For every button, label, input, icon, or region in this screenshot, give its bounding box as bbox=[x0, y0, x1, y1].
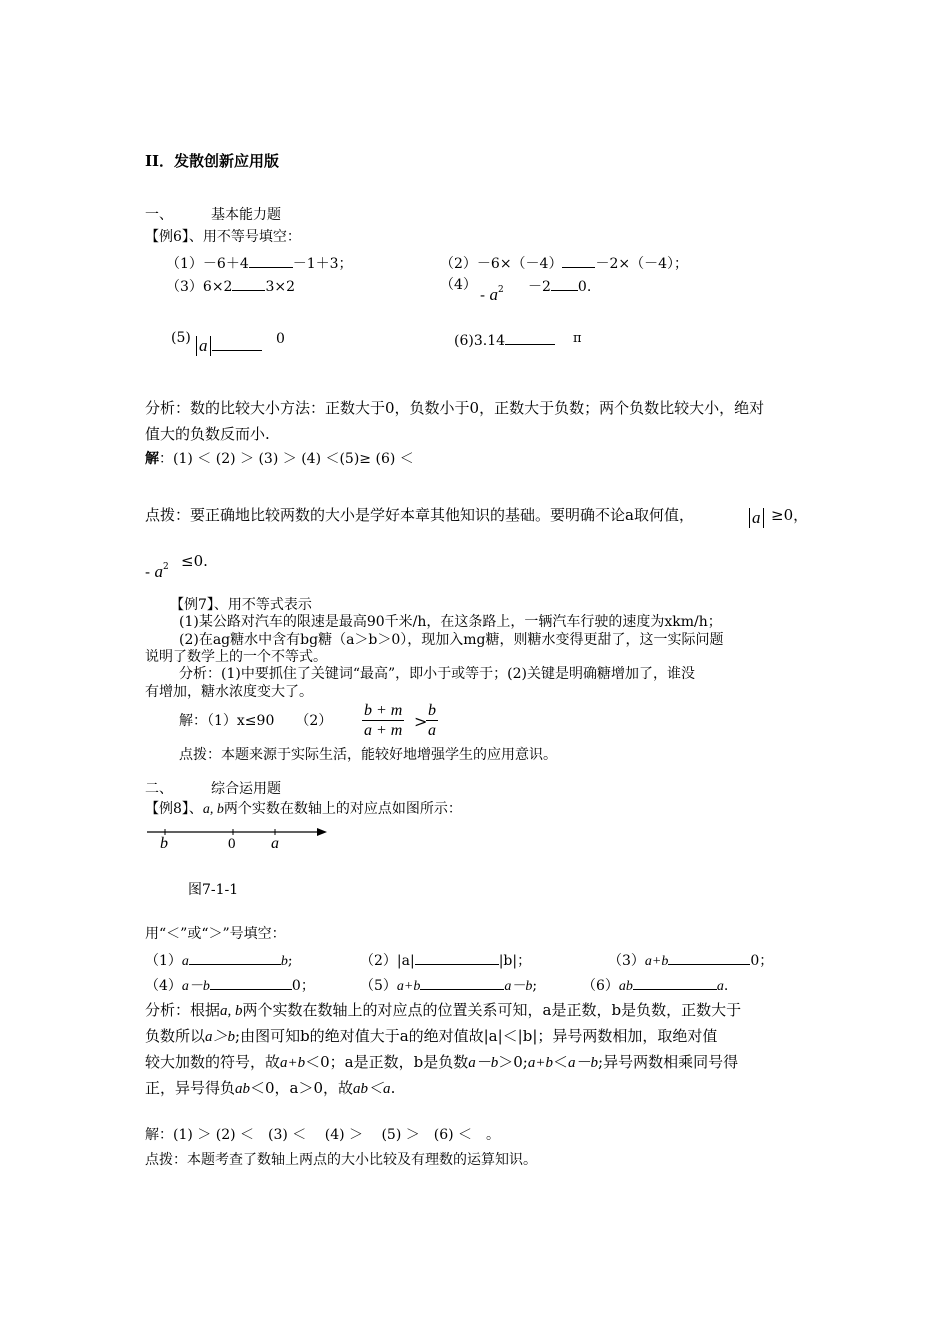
ex6-analysis-line2: 值大的负数反而小. bbox=[145, 425, 270, 443]
ex7-tip: 点拨：本题来源于实际生活，能较好地增强学生的应用意识。 bbox=[179, 747, 557, 763]
ex8-answer: 解：(1) ＞ (2) ＜ (3) ＜ (4) ＞ (5) ＞ (6) ＜ 。 bbox=[145, 1127, 501, 1143]
ex8-q4-blank[interactable] bbox=[210, 976, 292, 990]
ex8-q5-end: ; bbox=[532, 978, 538, 994]
axis-label-b: b bbox=[160, 835, 168, 852]
ex8-q3-end: 0； bbox=[750, 953, 774, 969]
ex7-frac2 bbox=[426, 701, 438, 740]
ex6-q4-minus: - bbox=[480, 286, 486, 304]
ex8-analysis-line1 bbox=[145, 1001, 741, 1020]
ex6-answer bbox=[145, 451, 414, 468]
ex8-q1-b: b bbox=[280, 954, 288, 969]
ex8-analysis-3a: 较大加数的符号，故 bbox=[145, 1053, 281, 1071]
ex7-heading: 【例7】、用不等式表示 bbox=[170, 597, 312, 613]
axis-label-0: 0 bbox=[228, 836, 236, 852]
ex8-q6-blank[interactable] bbox=[633, 976, 717, 990]
section-title: II．发散创新应用版 bbox=[145, 152, 280, 170]
ex6-tip2-le: ≤0. bbox=[181, 552, 208, 570]
ex6-q5-label: (5) bbox=[171, 330, 191, 346]
ex7-gt: > bbox=[414, 712, 428, 731]
ex6-q1 bbox=[166, 254, 353, 273]
ex6-q6 bbox=[454, 331, 555, 350]
ex7-frac1-denominator: a + m bbox=[364, 722, 403, 740]
ex6-q2-right: －2×（－4）； bbox=[595, 256, 688, 272]
ex6-tip2-expression bbox=[145, 562, 169, 582]
number-line-figure bbox=[145, 820, 335, 856]
ex8-analysis-2v: a＞b bbox=[205, 1029, 236, 1045]
ex8-q2-blank[interactable] bbox=[415, 951, 499, 965]
ex7-analysis-line1: 分析：(1)中要抓住了关键词“最高”，即小于或等于；(2)关键是明确糖增加了，谁没 bbox=[179, 666, 695, 682]
ex8-q2-end: |b|； bbox=[498, 953, 532, 969]
ex8-q4-expr: a－b bbox=[181, 979, 210, 994]
ex6-q1-right: －1＋3； bbox=[292, 256, 353, 272]
ex6-q5-blank[interactable] bbox=[212, 340, 262, 351]
ex6-q4-right: －2 bbox=[528, 279, 551, 295]
ex8-q5 bbox=[360, 976, 537, 996]
ex8-analysis-4v1: ab bbox=[235, 1081, 251, 1097]
ex8-q2 bbox=[360, 951, 531, 970]
ex6-q4-label: （4） bbox=[440, 277, 477, 293]
ex6-q4-var: a bbox=[489, 285, 499, 304]
ex6-q4-end: 0. bbox=[577, 279, 592, 295]
ex8-q1-blank[interactable] bbox=[189, 951, 281, 965]
ex8-analysis-1a: 分析：根据 bbox=[145, 1001, 221, 1019]
ex7-line2: (2)在ag糖水中含有bg糖（a＞b＞0），现加入mg糖，则糖水变得更甜了，这一实际问题 bbox=[179, 632, 724, 648]
ex8-heading bbox=[145, 801, 462, 819]
ex7-frac1 bbox=[362, 701, 404, 740]
ex6-q1-left: （1）－6＋4 bbox=[166, 256, 249, 272]
ex6-q3-right: 3×2 bbox=[265, 279, 295, 295]
ex7-analysis-line2: 有增加，糖水浓度变大了。 bbox=[145, 684, 313, 700]
ex6-tip-var: a bbox=[752, 508, 761, 527]
ex7-line3: 说明了数学上的一个不等式。 bbox=[145, 649, 327, 665]
ex8-q2-left: （2）|a| bbox=[360, 953, 415, 969]
ex8-q6-a: a bbox=[716, 979, 724, 994]
ex6-q4-rest bbox=[528, 277, 591, 296]
ex8-q6-expr: ab bbox=[618, 979, 633, 994]
ex8-analysis-3c: ＞0; bbox=[498, 1053, 528, 1071]
ex8-heading-prefix: 【例8】、 bbox=[145, 801, 203, 817]
ex8-heading-vars: a, b bbox=[202, 802, 224, 817]
ex6-q4-exponent: 2 bbox=[498, 285, 504, 295]
ex8-q6-end: . bbox=[723, 978, 729, 994]
ex6-tip-ge: ≥0， bbox=[771, 506, 809, 524]
ex8-analysis-3e: ;异号两数相乘同号得 bbox=[598, 1053, 739, 1071]
ex8-analysis-2b: ;由图可知b的绝对值大于a的绝对值故|a|＜|b|；异号两数相加，取绝对值 bbox=[235, 1027, 718, 1045]
ex8-analysis-4c: . bbox=[390, 1079, 396, 1097]
ex6-heading: 【例6】、用不等号填空： bbox=[145, 229, 301, 245]
ex8-q3-expr: a+b bbox=[644, 954, 669, 969]
ex8-analysis-3v4: a－b bbox=[568, 1055, 599, 1071]
ex6-analysis-line1: 分析：数的比较大小方法：正数大于0，负数小于0，正数大于负数；两个负数比较大小，绝对 bbox=[145, 399, 765, 417]
ex6-q2 bbox=[440, 254, 688, 273]
ex8-q5-expr: a+b bbox=[396, 979, 421, 994]
ex8-q5-prefix: （5） bbox=[360, 978, 397, 994]
ex6-q6-right: π bbox=[573, 331, 582, 346]
ex8-analysis-1b: 两个实数在数轴上的对应点的位置关系可知，a是正数，b是负数，正数大于 bbox=[242, 1001, 742, 1019]
ex8-analysis-line2 bbox=[145, 1027, 717, 1046]
ex6-q3 bbox=[166, 277, 295, 296]
ex6-q2-blank[interactable] bbox=[562, 254, 595, 268]
figure-caption: 图7-1-1 bbox=[188, 882, 239, 898]
ex6-q5-var: a bbox=[199, 336, 208, 355]
ex6-q5-abs bbox=[196, 336, 211, 356]
ex7-answer: 解：（1）x≤90 （2） bbox=[179, 713, 333, 729]
ex8-q5-mid: a－b bbox=[504, 979, 533, 994]
ex8-q3-prefix: （3） bbox=[608, 953, 645, 969]
ex8-q3 bbox=[608, 951, 773, 971]
part1-number: 一、 bbox=[145, 207, 173, 223]
number-line-arrow-icon bbox=[317, 828, 327, 836]
ex8-heading-suffix: 两个实数在数轴上的对应点如图所示： bbox=[223, 801, 462, 817]
ex8-q4 bbox=[145, 976, 315, 996]
ex6-tip-abs bbox=[749, 508, 764, 528]
ex6-q4-expression bbox=[480, 285, 504, 305]
ex8-tip: 点拨：本题考查了数轴上两点的大小比较及有理数的运算知识。 bbox=[145, 1152, 537, 1168]
ex8-q1-end: ; bbox=[287, 953, 293, 969]
part2-number: 二、 bbox=[145, 781, 173, 797]
ex8-analysis-line4 bbox=[145, 1079, 395, 1098]
ex8-analysis-3d: ＜ bbox=[552, 1053, 568, 1071]
ex6-q3-left: （3）6×2 bbox=[166, 279, 233, 295]
ex8-q1 bbox=[145, 951, 293, 971]
ex6-tip: 点拨：要正确地比较两数的大小是学好本章其他知识的基础。要明确不论a取何值， bbox=[145, 506, 694, 524]
ex7-frac2-numerator: b bbox=[426, 701, 438, 721]
ex6-q2-left: （2）－6×（－4） bbox=[440, 256, 563, 272]
ex7-fraction-right bbox=[426, 701, 438, 740]
ex6-tip2-minus: - bbox=[145, 563, 151, 581]
ex7-frac1-numerator: b + m bbox=[362, 701, 404, 721]
ex6-tip-abs-bars bbox=[749, 508, 764, 528]
ex6-answer-text: ：(1) ＜ (2) ＞ (3) ＞ (4) ＜(5)≥ (6) ＜ bbox=[159, 451, 414, 467]
ex8-analysis-3v3: a+b bbox=[527, 1055, 553, 1071]
ex8-instruction: 用“＜”或“＞”号填空： bbox=[145, 926, 286, 942]
ex6-tip2-exponent: 2 bbox=[163, 562, 169, 572]
ex8-q6 bbox=[582, 976, 728, 996]
ex6-q5-expression bbox=[196, 336, 262, 356]
ex8-q1-a: a bbox=[181, 954, 189, 969]
ex8-q1-prefix: （1） bbox=[145, 953, 182, 969]
ex8-analysis-4b: ＜0，a＞0，故 bbox=[250, 1079, 354, 1097]
ex6-q6-left: (6)3.14 bbox=[454, 333, 506, 349]
ex8-q3-blank[interactable] bbox=[668, 951, 750, 965]
ex8-q4-end: 0； bbox=[291, 978, 315, 994]
ex8-q4-prefix: （4） bbox=[145, 978, 182, 994]
ex6-answer-label: 解 bbox=[145, 451, 159, 467]
ex8-q5-blank[interactable] bbox=[420, 976, 504, 990]
ex7-frac2-denominator: a bbox=[428, 722, 436, 740]
ex8-analysis-4a: 正，异号得负 bbox=[145, 1079, 236, 1097]
part2-title: 综合运用题 bbox=[211, 781, 281, 797]
ex8-analysis-3b: ＜0；a是正数，b是负数 bbox=[305, 1053, 469, 1071]
ex8-analysis-line3 bbox=[145, 1053, 738, 1072]
ex8-analysis-4v2: ab＜a bbox=[353, 1081, 391, 1097]
ex7-line1: (1)某公路对汽车的限速是最高90千米/h，在这条路上，一辆汽车行驶的速度为xkm/h； bbox=[179, 614, 722, 630]
ex6-q3-blank[interactable] bbox=[232, 277, 265, 291]
ex8-analysis-2a: 负数所以 bbox=[145, 1027, 206, 1045]
ex8-analysis-3v2: a－b bbox=[468, 1055, 499, 1071]
ex7-fraction-left bbox=[362, 701, 404, 740]
axis-label-a: a bbox=[271, 835, 279, 852]
ex8-q6-prefix: （6） bbox=[582, 978, 619, 994]
part1-title: 基本能力题 bbox=[211, 207, 281, 223]
ex6-q5-right: 0 bbox=[276, 331, 285, 347]
ex6-tip2-var: a bbox=[154, 562, 164, 581]
ex8-analysis-3v1: a+b bbox=[280, 1055, 306, 1071]
ex6-q6-blank[interactable] bbox=[505, 331, 555, 345]
ex6-q4-blank[interactable] bbox=[551, 277, 578, 291]
ex6-q1-blank[interactable] bbox=[249, 254, 293, 268]
ex8-analysis-1v: a, b bbox=[220, 1003, 243, 1019]
